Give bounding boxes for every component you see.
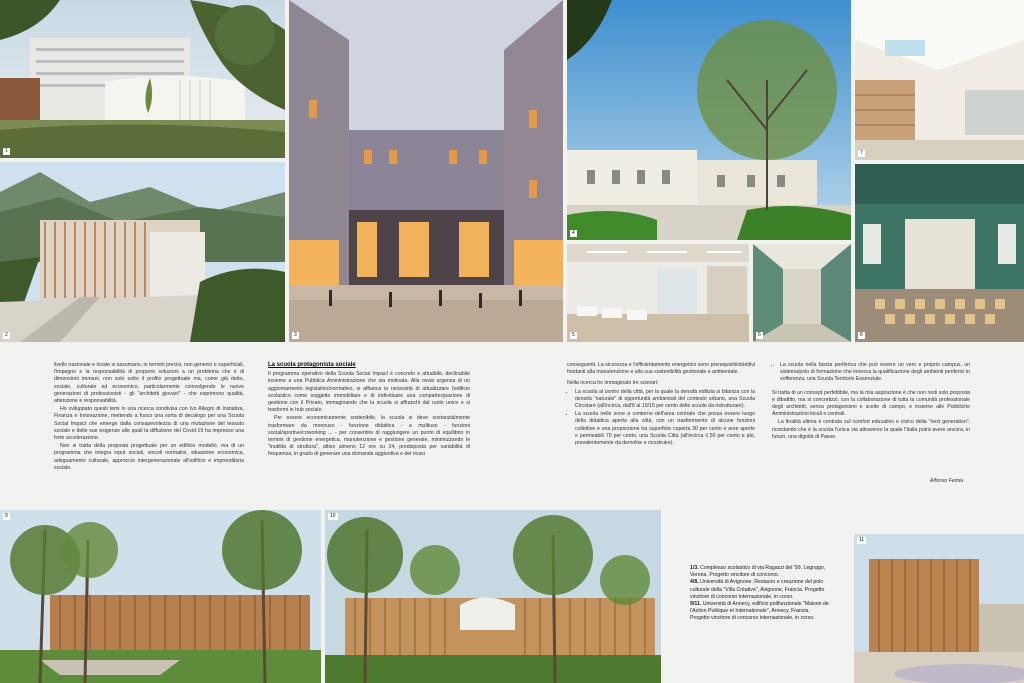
figure-number: 3 (294, 332, 297, 338)
paragraph: Ho sviluppato questi temi in una ricerca condivisa con Ivo Allegro di Iniziativa, Finanza e Innovazione, mettendo a fuoco una sorta di decalogo per una Scuola Social Impact che emerge dalla consapevolezza di una mutazione del tessuto sociale e delle sue esigenze alle quali la diffusione del Covid-19 ha impresso una forte accelerazione. (54, 406, 244, 442)
paragraph: Nella ricerca ho immaginato tre scenari: (567, 380, 659, 387)
caption-item: 1/3. Complesso scolastico di via Ragazzi del '99, Legnago, Verona. Progetto vincitore di concorso. (690, 565, 826, 579)
figure-number: 9 (5, 513, 8, 519)
list-item: • La scuola nelle zone a contorno dell'area centrale che possa essere luogo della didattica aperta alla città, con un trasferimento di alcune funzioni collettive e una proporzione tra superficie coperta 30 per cento e aree aperte e permeabili 70 per cento, una Scuola Città (all'incirca il 50 per cento e più, prevalentemente da demolire e ricostruire). (575, 411, 755, 447)
text-column-1 (54, 362, 244, 473)
figure-number: 4 (572, 230, 575, 236)
section-title: La scuola protagonista sociale (268, 362, 356, 368)
photo-7-library (855, 0, 1024, 160)
figure-number: 10 (330, 513, 336, 519)
figure-number: 8 (860, 332, 863, 338)
photo-4-villa-garden (567, 0, 851, 240)
paragraph: Si tratta di un concept perfettibile, ma la mia aspirazione è che non resti solo proposta e dibattito, ma si concretizzi, con la collaborazione di tutta la comunità professionale degli architetti, senza protagonismi e scelte di campo, e insieme alle Pubbliche Amministrazioni locali e centrali. (772, 389, 970, 418)
photo-9-wooden-building (0, 510, 321, 683)
caption-item: 9/11. Università di Annecy, edificio polifunzionale "Maison de l'Action Publique et Internationale", Annecy, Francia. Progetto vincitore di concorso internazionale, in corso. (690, 601, 829, 622)
figure-number: 11 (859, 537, 865, 543)
photo-3-courtyard-dusk (289, 0, 563, 342)
list-item: • La scuola nella fascia periferica che può essere un vero e proprio campus, un sistema/polo di formazione che innesca la qualificazione degli ambienti periferici in sofferenza, una Scuola Territorio Essenziale. (780, 362, 970, 384)
photo-6-green-corridor (753, 244, 851, 342)
figure-number: 1 (5, 148, 8, 154)
photo-11-wooden-plaza (854, 534, 1024, 683)
photo-10-wooden-building-wide (325, 510, 661, 683)
photo-2-mountain-school (0, 162, 285, 342)
figure-number: 2 (5, 332, 8, 338)
figure-number: 7 (860, 150, 863, 156)
paragraph: conseguenti. La sicurezza e l'efficientamento energetico sono prerequisiti/obiettivi fondanti alla manutenzione e alla sua sostenibilità gestionale e ambientale. (567, 362, 755, 376)
photo-5-interior-lounge (567, 244, 749, 342)
paragraph: Non si tratta della proposta progettuale per un edificio modello, ma di un programma che integra input sociali, vincoli normativi, situazione economica, adeguamento culturale, approccio intergenerazionale all'edificio e imprenditoria sociale. (54, 443, 244, 471)
paragraph: livello nazionale e locale si assumano, in termini precisi, non generici e superficiali, l'impegno e la responsabilità di proporre soluzioni a un problema che è di dimensioni immani, non solo sotto il profilo progettuale ma, come già detto, sociale, culturale ed economico, particolarmente coinvolgendo le nuove generazioni di professionisti - gli "architetti giovani" - che esprimono qualità, attenzione e responsabilità. (54, 362, 244, 405)
figure-captions (690, 565, 830, 623)
scenario-list (772, 362, 970, 384)
list-item: • La scuola al centro della città, per la quale la densità edilizia si bilancia con la densità "naturale" di opportunità ambientali del contesto urbano, una Scuola Circolare (all'incirca, dall'8 al 10/15 per cento delle scuole da ristrutturare). (575, 389, 755, 411)
paragraph: La finalità ultima è centrata sul comfort educativo e civico della "next generation", ricordando che è la scuola l'unica via attraverso la quale l'Italia potrà avere ancora, in futuro, una dignità di Paese. (772, 419, 970, 440)
photo-8-green-hall (855, 164, 1024, 342)
text-column-3 (567, 362, 755, 448)
scenario-list (567, 389, 755, 448)
figure-number: 5 (572, 332, 575, 338)
figure-number: 6 (758, 332, 761, 338)
text-column-2 (268, 362, 470, 460)
photo-1-school-building (0, 0, 285, 158)
author-signature: Alfonso Femia (930, 478, 964, 484)
paragraph: Per essere economicamente sostenibile, la scuola si deve sostanzialmente trasformare da monouso - funzione didattica - a multiuso - funzioni social/sportive/coworking ... - per consentire di raggiungere un punto di equilibrio in termini di gestione energetica, manutenzione e gestione generale, minimizzando le "inutilità di struttura", attivo almeno 12 ore su 24, predisposta per variabilità di frequenza, in grado di generare una domanda aggiuntiva e dei ricavi (268, 415, 470, 458)
text-column-4 (772, 362, 970, 442)
paragraph: Il programma operativo della Scuola Social Impact è concreto e attuabile, declinabile insieme a una Pubblica Amministrazione che sia motivata. Alla ovvia urgenza di un aggiornamento legislativo/normativo, si affianca la necessità di attualizzare l'edificio scolastico come soggetto immobiliare e di individuare una compartecipazione di gestione con il Privato, immaginando che la scuola si affranchi dal ruolo unico e si trasformi in hub sociale. (268, 371, 470, 414)
caption-item: 4/8. Università di Avignone. Restauro e creazione del polo culturale della "Villa Créative", Avignone, Francia. Progetto vincitore di concorso internazionale, in corso. (690, 579, 825, 600)
